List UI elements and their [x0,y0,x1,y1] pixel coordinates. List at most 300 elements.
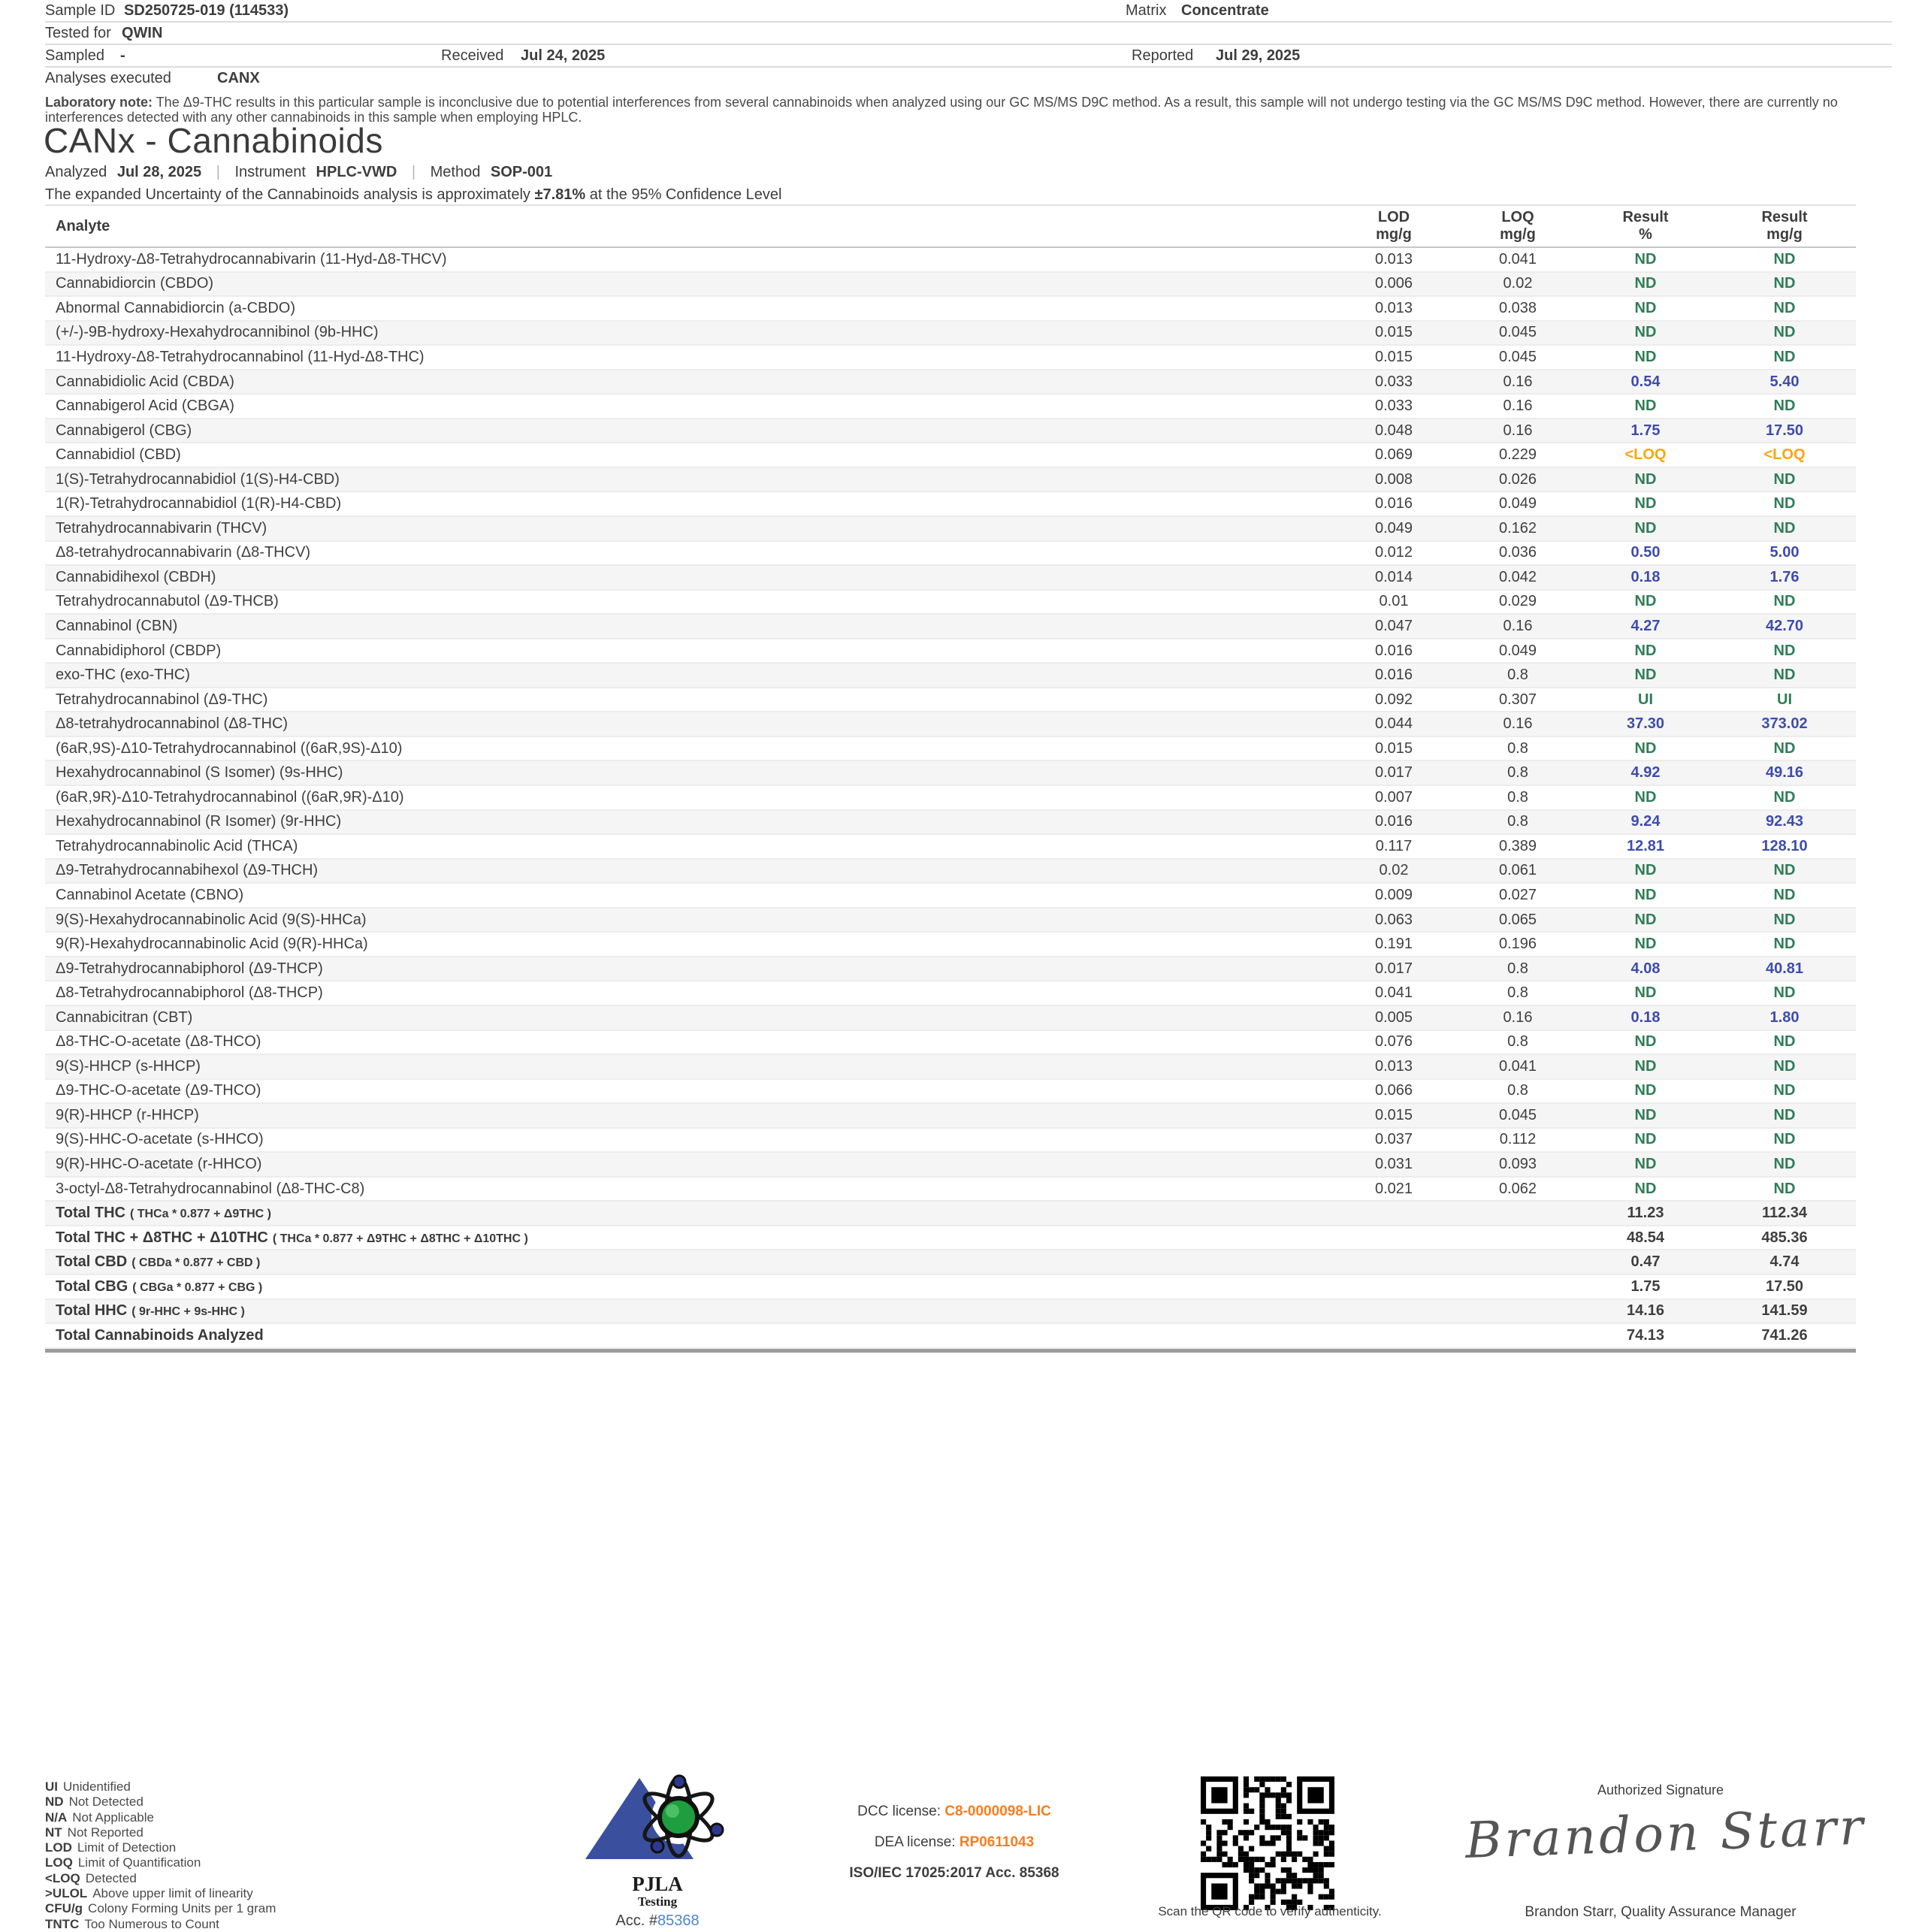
result-mgg-cell: 5.40 [1769,373,1800,390]
loq-cell: 0.16 [1503,1008,1533,1026]
result-pct-cell: ND [1634,398,1657,415]
abbreviation-code: LOD [45,1840,72,1855]
table-row [45,884,1856,909]
abbreviation-desc: Not Reported [67,1825,144,1840]
result-pct-cell: ND [1634,667,1657,684]
table-row [45,664,1856,688]
analyte-cell: Δ9-Tetrahydrocannabiphorol (Δ9-THCP) [56,960,323,977]
section-title: CANx - Cannabinoids [44,121,383,160]
divider [45,21,1892,23]
result-pct-cell: 74.13 [1626,1326,1665,1344]
result-mgg-cell: 4.74 [1769,1253,1800,1271]
lod-cell: 0.021 [1374,1180,1413,1197]
loq-cell: 0.16 [1503,373,1533,390]
result-pct-cell: ND [1634,739,1657,757]
lod-cell: 0.117 [1375,837,1413,854]
loq-cell: 0.112 [1499,1131,1537,1148]
loq-cell: 0.061 [1498,862,1537,879]
result-mgg-cell: ND [1773,250,1796,268]
instrument-value: HPLC-VWD [316,164,397,180]
analyte-cell: (6aR,9S)-Δ10-Tetrahydrocannabinol ((6aR,9S)-Δ10) [56,739,403,757]
result-mgg-cell: 485.36 [1761,1229,1808,1246]
table-header-row [45,204,1856,248]
result-pct-cell: ND [1634,324,1657,341]
uncertainty-statement [45,186,781,204]
lod-cell: 0.049 [1374,519,1413,537]
result-mgg-cell: ND [1773,936,1796,953]
uncertainty-pre: The expanded Uncertainty of the Cannabinoids analysis is approximately [45,186,535,203]
abbreviation-item [45,1855,276,1870]
result-pct-cell: 0.18 [1630,568,1661,585]
abbreviation-code: LOQ [45,1855,73,1870]
analyte-cell: Abnormal Cannabidiorcin (a-CBDO) [56,299,296,316]
method-label: Method [430,164,481,180]
total-formula: ( THCa * 0.877 + Δ9THC ) [129,1208,271,1221]
result-pct-cell: 14.16 [1626,1302,1665,1320]
result-mgg-cell: 42.70 [1765,617,1804,634]
lod-cell: 0.048 [1374,422,1413,439]
table-body [45,248,1856,1349]
pjla-subtitle: Testing [637,1894,678,1909]
abbreviation-desc: Not Detected [68,1794,144,1810]
result-mgg-cell: ND [1773,667,1796,684]
result-mgg-cell: ND [1773,739,1796,757]
abbreviation-code: NT [45,1825,62,1840]
result-mgg-cell: ND [1773,348,1796,365]
analyte-cell: 1(S)-Tetrahydrocannabidiol (1(S)-H4-CBD) [56,470,340,488]
analyte-cell: 9(R)-Hexahydrocannabinolic Acid (9(R)-HHCa) [56,936,368,953]
qr-caption: Scan the QR code to verify authenticity. [1158,1904,1382,1918]
table-row [45,811,1856,836]
reported-label: Reported [1132,47,1194,64]
table-total-row [45,1202,1856,1226]
analyte-cell: Δ9-Tetrahydrocannabihexol (Δ9-THCH) [56,862,319,879]
loq-cell: 0.16 [1503,715,1533,733]
total-name: Total Cannabinoids Analyzed [56,1326,264,1344]
qr-code [1201,1776,1334,1910]
lod-cell: 0.006 [1374,275,1413,292]
analyte-cell: Cannabicitran (CBT) [56,1008,193,1026]
table-row [45,395,1856,419]
table-row [45,981,1856,1006]
loq-cell: 0.049 [1498,642,1537,659]
dea-license-value: RP0611043 [959,1834,1035,1850]
result-mgg-cell: ND [1773,495,1796,512]
table-row [45,1031,1856,1056]
abbreviation-item [45,1901,276,1916]
lod-cell: 0.016 [1374,495,1413,512]
abbreviation-item [45,1886,276,1901]
result-mgg-cell: ND [1773,1033,1796,1051]
lod-cell: 0.01 [1379,593,1409,610]
lod-cell: 0.008 [1374,470,1413,488]
table-row [45,517,1856,542]
loq-cell: 0.8 [1507,788,1528,806]
lod-cell: 0.014 [1374,568,1413,585]
loq-cell: 0.196 [1498,936,1537,953]
loq-cell: 0.029 [1498,593,1537,610]
result-mgg-cell: 40.81 [1765,960,1804,977]
analyte-cell: 9(R)-HHC-O-acetate (r-HHCO) [56,1156,262,1172]
result-pct-cell: 11.23 [1627,1205,1664,1222]
total-formula: ( THCa * 0.877 + Δ9THC + Δ8THC + Δ10THC ) [272,1232,528,1245]
result-pct-cell: 1.75 [1630,1277,1661,1295]
analyzed-date: Jul 28, 2025 [116,164,202,180]
analyte-cell: 9(S)-HHCP (s-HHCP) [56,1057,201,1075]
table-row [45,933,1856,957]
table-row [45,1129,1856,1153]
table-row [45,492,1856,517]
analyte-cell: Hexahydrocannabinol (R Isomer) (9r-HHC) [56,813,342,830]
uncertainty-post: at the 95% Confidence Level [585,186,782,203]
loq-cell: 0.045 [1498,1106,1537,1123]
total-name: Total CBD [56,1253,128,1271]
lod-cell: 0.007 [1374,788,1413,806]
separator: | [216,164,220,180]
sampled-label: Sampled [45,47,104,64]
result-pct-cell: 48.54 [1626,1229,1665,1246]
loq-cell: 0.065 [1498,911,1537,928]
loq-cell: 0.045 [1498,348,1537,365]
result-pct-cell: ND [1634,470,1657,488]
loq-cell: 0.389 [1498,837,1537,854]
loq-cell: 0.041 [1498,1057,1537,1075]
analyte-cell: Cannabidiol (CBD) [56,446,181,464]
loq-cell: 0.041 [1498,250,1537,268]
result-mgg-cell: ND [1773,886,1796,903]
table-row [45,1104,1856,1129]
result-mgg-cell: ND [1773,275,1796,292]
loq-cell: 0.027 [1498,886,1537,903]
result-pct-cell: 0.54 [1630,373,1661,390]
lod-cell: 0.02 [1379,862,1409,879]
result-pct-cell: ND [1634,299,1657,316]
analyses-value: CANX [217,70,260,86]
total-name: Total THC + Δ8THC + Δ10THC [56,1229,268,1246]
result-mgg-cell: ND [1773,470,1796,488]
total-label-cell [45,1278,1322,1296]
analyte-cell: Cannabinol Acetate (CBNO) [56,886,244,903]
lod-cell: 0.076 [1374,1033,1413,1051]
lod-cell: 0.012 [1374,544,1413,561]
loq-cell: 0.8 [1507,984,1528,1002]
analyte-cell: Δ9-THC-O-acetate (Δ9-THCO) [56,1082,261,1099]
table-row [45,273,1856,298]
result-mgg-cell: <LOQ [1763,446,1806,464]
table-row [45,737,1856,762]
separator: | [411,164,416,180]
analyte-cell: Cannabidiolic Acid (CBDA) [56,373,234,390]
result-pct-cell: 0.50 [1630,544,1661,561]
analyte-cell: Tetrahydrocannabivarin (THCV) [56,519,267,537]
analyte-cell: Cannabinol (CBN) [56,617,178,634]
lod-cell: 0.066 [1374,1082,1413,1099]
total-label-cell [45,1229,1322,1247]
divider [45,66,1892,68]
total-label-cell [45,1327,1322,1344]
lod-cell: 0.017 [1374,960,1413,977]
table-row [45,1178,1856,1202]
abbreviation-item [45,1871,276,1886]
analyte-cell: (+/-)-9B-hydroxy-Hexahydrocannibinol (9b-HHC) [56,324,379,341]
result-pct-cell: <LOQ [1624,446,1667,464]
signatory-name-title: Brandon Starr, Quality Assurance Manager [1525,1904,1797,1920]
dea-license: DEA license: RP0611043 [874,1834,1035,1850]
result-mgg-cell: 92.43 [1765,813,1804,830]
lod-cell: 0.044 [1374,715,1413,733]
table-row [45,591,1856,615]
analyte-cell: exo-THC (exo-THC) [56,667,190,684]
analyte-cell: Δ8-tetrahydrocannabivarin (Δ8-THCV) [56,544,311,561]
result-mgg-cell: 112.34 [1761,1205,1808,1222]
analyte-cell: 9(S)-HHC-O-acetate (s-HHCO) [56,1131,264,1148]
tested-for-value: QWIN [122,25,163,41]
lod-cell: 0.017 [1374,764,1413,782]
method-value: SOP-001 [490,164,553,180]
table-row [45,346,1856,370]
table-row [45,542,1856,567]
table-row [45,322,1856,346]
column-header-result-mgg: Result mg/g [1761,209,1808,243]
loq-cell: 0.038 [1498,299,1537,316]
result-mgg-cell: 49.16 [1765,764,1804,782]
result-pct-cell: ND [1634,519,1657,537]
lod-cell: 0.037 [1374,1131,1413,1148]
table-row [45,1080,1856,1105]
result-pct-cell: 12.81 [1626,837,1665,854]
result-mgg-cell: ND [1773,1156,1796,1172]
total-label-cell [45,1302,1322,1320]
analyte-cell: 11-Hydroxy-Δ8-Tetrahydrocannabivarin (11-Hyd-Δ8-THCV) [56,250,447,268]
result-mgg-cell: ND [1773,1180,1796,1197]
result-pct-cell: 9.24 [1630,813,1661,830]
received-label: Received [441,47,504,64]
loq-cell: 0.8 [1507,667,1528,684]
lod-cell: 0.013 [1374,1057,1413,1075]
analyte-cell: Cannabidiphorol (CBDP) [56,642,222,659]
table-row [45,688,1856,713]
analyte-cell: Cannabigerol (CBG) [56,422,192,439]
loq-cell: 0.042 [1498,568,1537,585]
loq-cell: 0.307 [1498,691,1537,708]
sample-id-value: SD250725-019 (114533) [124,2,289,19]
table-total-row [45,1324,1856,1349]
sample-id-label: Sample ID [45,2,116,19]
analyte-cell: 9(S)-Hexahydrocannabinolic Acid (9(S)-HHCa) [56,911,367,928]
abbreviation-item [45,1810,276,1825]
loq-cell: 0.8 [1507,960,1528,977]
abbreviation-code: UI [45,1779,58,1794]
result-mgg-cell: UI [1777,691,1792,708]
result-mgg-cell: 128.10 [1761,837,1808,854]
result-mgg-cell: ND [1773,788,1796,806]
result-pct-cell: UI [1638,691,1653,708]
abbreviation-desc: Unidentified [63,1779,131,1794]
dcc-license-value: C8-0000098-LIC [944,1804,1051,1819]
pjla-acc-number: 85368 [657,1912,700,1929]
result-pct-cell: ND [1634,495,1657,512]
result-pct-cell: 0.47 [1630,1253,1661,1271]
analyte-cell: Cannabigerol Acid (CBGA) [56,398,234,415]
authorized-signature-heading: Authorized Signature [1597,1782,1724,1797]
result-mgg-cell: ND [1773,984,1796,1002]
table-total-row [45,1250,1856,1275]
tested-for-label: Tested for [45,25,111,41]
lod-cell: 0.047 [1374,617,1413,634]
result-pct-cell: ND [1634,984,1657,1002]
result-mgg-cell: ND [1773,1131,1796,1148]
pjla-logo-icon [555,1775,760,1873]
result-pct-cell: 0.18 [1630,1008,1661,1026]
analyte-cell: 11-Hydroxy-Δ8-Tetrahydrocannabinol (11-Hyd-Δ8-THC) [56,348,425,365]
table-row [45,370,1856,395]
laboratory-note-body: The Δ9-THC results in this particular sample is inconclusive due to potential interferences from several cannabinoids when analyzed using our GC MS/MS D9C method. As a result, this sample will not undergo testing via the GC MS/MS D9C method. However, there are currently no interferences detected with any other cannabinoids in this sample when employing HPLC. [45,95,1838,125]
result-pct-cell: ND [1634,275,1657,292]
result-mgg-cell: ND [1773,324,1796,341]
table-row [45,712,1856,737]
result-mgg-cell: 17.50 [1765,1277,1804,1295]
total-formula: ( CBDa * 0.877 + CBD ) [131,1256,261,1270]
abbreviation-code: <LOQ [45,1870,80,1885]
result-mgg-cell: ND [1773,911,1796,928]
lod-cell: 0.015 [1374,739,1413,757]
loq-cell: 0.8 [1507,813,1528,830]
result-pct-cell: ND [1634,1106,1657,1123]
loq-cell: 0.045 [1498,324,1537,341]
license-block [827,1804,1082,1896]
analyte-cell: Tetrahydrocannabinol (Δ9-THC) [56,691,268,708]
table-row [45,957,1856,982]
analyses-label: Analyses executed [45,70,171,86]
result-mgg-cell: 5.00 [1769,544,1800,561]
analyte-cell: 9(R)-HHCP (r-HHCP) [56,1106,199,1123]
total-name: Total THC [56,1205,125,1222]
column-header-loq: LOQ mg/g [1500,209,1536,243]
lod-cell: 0.016 [1374,667,1413,684]
result-mgg-cell: ND [1773,299,1796,316]
loq-cell: 0.8 [1507,764,1528,782]
pjla-name: PJLA [632,1873,683,1895]
analyte-cell: Tetrahydrocannabinolic Acid (THCA) [56,837,298,854]
table-row [45,761,1856,786]
table-total-row [45,1300,1856,1325]
result-pct-cell: ND [1634,348,1657,365]
abbreviation-code: ND [45,1794,64,1810]
loq-cell: 0.062 [1498,1180,1537,1197]
column-header-analyte: Analyte [56,217,110,234]
result-mgg-cell: 1.80 [1769,1008,1800,1026]
lod-cell: 0.041 [1374,984,1413,1002]
lod-cell: 0.013 [1374,250,1413,268]
result-pct-cell: 37.30 [1626,715,1665,733]
lod-cell: 0.013 [1374,299,1413,316]
signature-script: Brandon Starr [1464,1797,1867,1870]
loq-cell: 0.093 [1498,1156,1537,1172]
result-mgg-cell: ND [1773,1057,1796,1075]
sampled-value: - [120,47,125,64]
table-row [45,468,1856,493]
matrix-label: Matrix [1126,2,1167,19]
result-mgg-cell: 17.50 [1765,422,1804,439]
loq-cell: 0.8 [1507,739,1528,757]
loq-cell: 0.026 [1498,470,1537,488]
dcc-license: DCC license: C8-0000098-LIC [857,1804,1051,1819]
abbreviation-desc: Detected [85,1870,137,1885]
laboratory-note-label: Laboratory note: [45,95,153,110]
reported-value: Jul 29, 2025 [1216,47,1301,64]
result-pct-cell: 1.75 [1630,422,1661,439]
analyte-cell: Hexahydrocannabinol (S Isomer) (9s-HHC) [56,764,343,782]
result-pct-cell: ND [1634,1057,1657,1075]
analyte-cell: Δ8-Tetrahydrocannabiphorol (Δ8-THCP) [56,984,323,1002]
column-header-result-pct: Result % [1622,209,1669,243]
table-row [45,1153,1856,1178]
abbreviation-list [45,1779,276,1932]
result-pct-cell: ND [1634,1033,1657,1051]
analyte-cell: 3-octyl-Δ8-Tetrahydrocannabinol (Δ8-THC-C8) [56,1180,365,1197]
total-formula: ( CBGa * 0.877 + CBG ) [132,1280,263,1294]
lod-cell: 0.015 [1374,348,1413,365]
analyte-cell: (6aR,9R)-Δ10-Tetrahydrocannabinol ((6aR,9R)-Δ10) [56,788,404,806]
abbreviation-desc: Too Numerous to Count [84,1916,219,1931]
received-value: Jul 24, 2025 [521,47,606,64]
result-pct-cell: 4.92 [1630,764,1661,782]
result-mgg-cell: ND [1773,862,1796,879]
lod-cell: 0.015 [1374,324,1413,341]
lod-cell: 0.005 [1374,1008,1413,1026]
result-pct-cell: ND [1634,1082,1657,1099]
abbreviation-item [45,1840,276,1855]
result-mgg-cell: 1.76 [1769,568,1800,585]
result-mgg-cell: ND [1773,593,1796,610]
result-mgg-cell: 141.59 [1761,1302,1808,1320]
result-pct-cell: ND [1634,862,1657,879]
table-row [45,835,1856,860]
analyte-cell: Cannabidihexol (CBDH) [56,568,216,585]
result-mgg-cell: ND [1773,1106,1796,1123]
table-row [45,615,1856,639]
result-pct-cell: 4.08 [1630,960,1661,977]
loq-cell: 0.036 [1498,544,1537,561]
table-row [45,1055,1856,1080]
result-pct-cell: ND [1634,886,1657,903]
table-row [45,419,1856,444]
analyzed-label: Analyzed [45,164,107,180]
table-row [45,443,1856,468]
table-row [45,1006,1856,1031]
result-mgg-cell: ND [1773,398,1796,415]
table-row [45,639,1856,664]
lod-cell: 0.016 [1374,813,1413,830]
table-row [45,860,1856,884]
divider [45,44,1892,45]
uncertainty-value: ±7.81% [534,186,586,203]
loq-cell: 0.16 [1503,422,1533,439]
analyte-cell: 1(R)-Tetrahydrocannabidiol (1(R)-H4-CBD) [56,495,342,512]
analyte-cell: Δ8-THC-O-acetate (Δ8-THCO) [56,1033,261,1051]
loq-cell: 0.162 [1498,519,1537,537]
result-pct-cell: ND [1634,250,1657,268]
analyte-cell: Cannabidiorcin (CBDO) [56,275,214,292]
abbreviation-item [45,1917,276,1932]
table-row [45,248,1856,273]
lod-cell: 0.063 [1374,911,1413,928]
iso-accreditation: ISO/IEC 17025:2017 Acc. 85368 [849,1865,1059,1881]
cannabinoids-table [45,204,1856,1353]
total-label-cell [45,1205,1322,1222]
loq-cell: 0.8 [1507,1033,1528,1051]
result-mgg-cell: ND [1773,519,1796,537]
